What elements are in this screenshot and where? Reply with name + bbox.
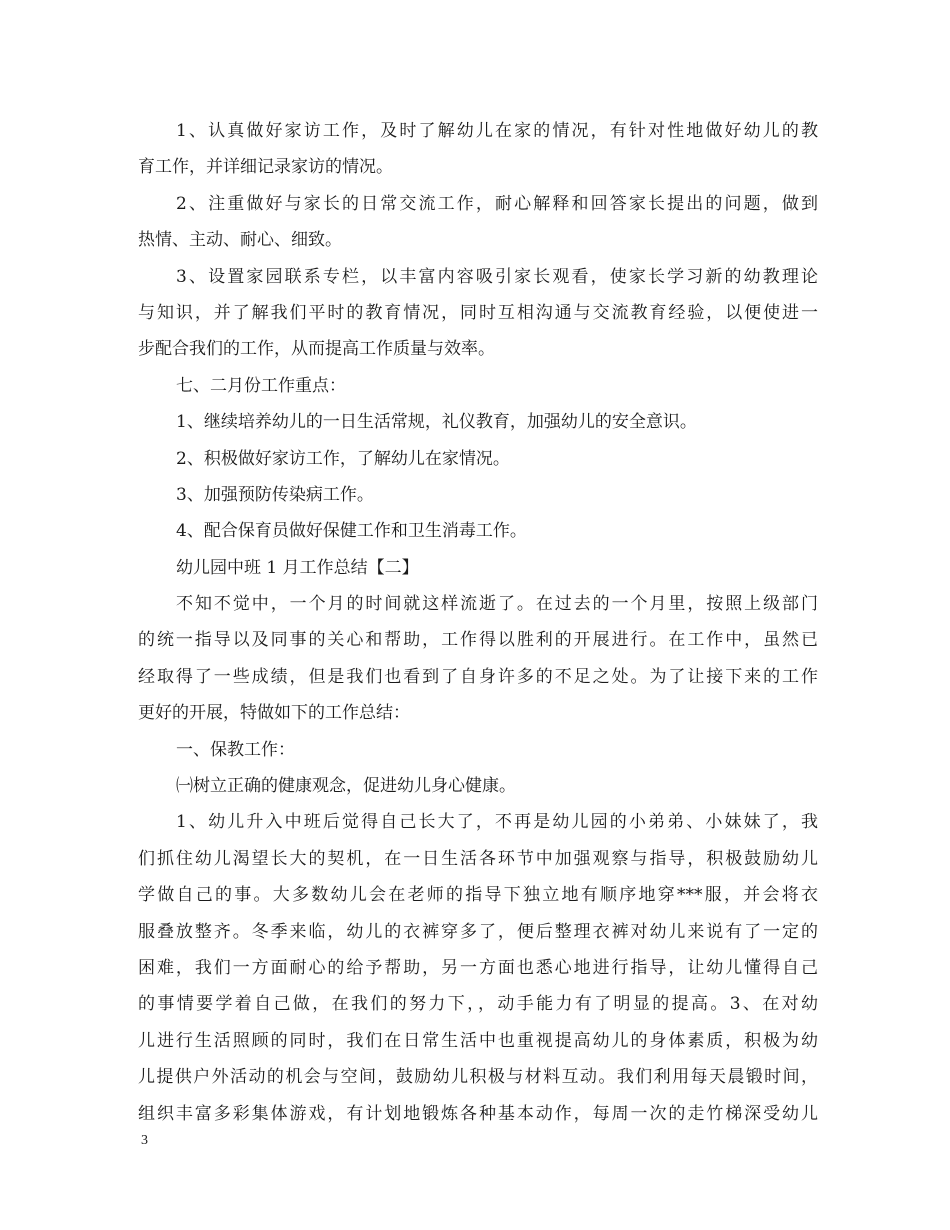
- text-line: 4、配合保育员做好保健工作和卫生消毒工作。: [176, 521, 527, 542]
- text-line: 1、幼儿升入中班后觉得自己长大了，不再是幼儿园的小弟弟、小妹妹了，我: [176, 812, 818, 833]
- document-body: [138, 113, 818, 1132]
- text-line: 组织丰富多彩集体游戏，有计划地锻炼各种基本动作，每周一次的走竹梯深受幼儿: [138, 1103, 818, 1124]
- section-title: 幼儿园中班 1 月工作总结【二】: [176, 557, 419, 578]
- text-line: 育工作，并详细记录家访的情况。: [138, 157, 393, 178]
- text-line: 2、积极做好家访工作，了解幼儿在家情况。: [176, 448, 510, 469]
- subsection-heading: ㈠树立正确的健康观念，促进幼儿身心健康。: [176, 776, 516, 797]
- text-line: 儿提供户外活动的机会与空间，鼓励幼儿积极与材料互动。我们利用每天晨锻时间，: [138, 1067, 818, 1088]
- section-heading: 七、二月份工作重点：: [176, 375, 346, 396]
- text-line: 热情、主动、耐心、细致。: [138, 230, 342, 251]
- text-line: 更好的开展，特做如下的工作总结：: [138, 703, 410, 724]
- text-line: 1、继续培养幼儿的一日生活常规，礼仪教育，加强幼儿的安全意识。: [176, 412, 697, 433]
- text-line: 1、认真做好家访工作，及时了解幼儿在家的情况，有针对性地做好幼儿的教: [176, 121, 818, 141]
- text-line: 们抓住幼儿渴望长大的契机，在一日生活各环节中加强观察与指导，积极鼓励幼儿: [138, 848, 818, 869]
- section-heading: 一、保教工作：: [176, 739, 295, 760]
- text-line: 经取得了一些成绩，但是我们也看到了自身许多的不足之处。为了让接下来的工作: [138, 666, 818, 687]
- text-line: 的统一指导以及同事的关心和帮助，工作得以胜利的开展进行。在工作中，虽然已: [138, 630, 818, 651]
- page-number: 3: [141, 1133, 148, 1148]
- text-line: 困难，我们一方面耐心的给予帮助，另一方面也悉心地进行指导，让幼儿懂得自己: [138, 957, 818, 978]
- text-line: 的事情要学着自己做，在我们的努力下，，动手能力有了明显的提高。3、在对幼: [138, 994, 818, 1015]
- text-line: 儿进行生活照顾的同时，我们在日常生活中也重视提高幼儿的身体素质，积极为幼: [138, 1030, 818, 1051]
- text-line: 学做自己的事。大多数幼儿会在老师的指导下独立地有顺序地穿***服，并会将衣: [138, 885, 818, 906]
- text-line: 2、注重做好与家长的日常交流工作，耐心解释和回答家长提出的问题，做到: [176, 193, 818, 214]
- text-line: 3、设置家园联系专栏，以丰富内容吸引家长观看，使家长学习新的幼教理论: [176, 266, 818, 287]
- text-line: 服叠放整齐。冬季来临，幼儿的衣裤穿多了，便后整理衣裤对幼儿来说有了一定的: [138, 921, 818, 942]
- text-line: 与知识，并了解我们平时的教育情况，同时互相沟通与交流教育经验，以便使进一: [138, 302, 818, 323]
- text-line: 3、加强预防传染病工作。: [176, 484, 374, 505]
- text-line: 不知不觉中，一个月的时间就这样流逝了。在过去的一个月里，按照上级部门: [176, 594, 818, 615]
- text-line: 步配合我们的工作，从而提高工作质量与效率。: [138, 339, 495, 360]
